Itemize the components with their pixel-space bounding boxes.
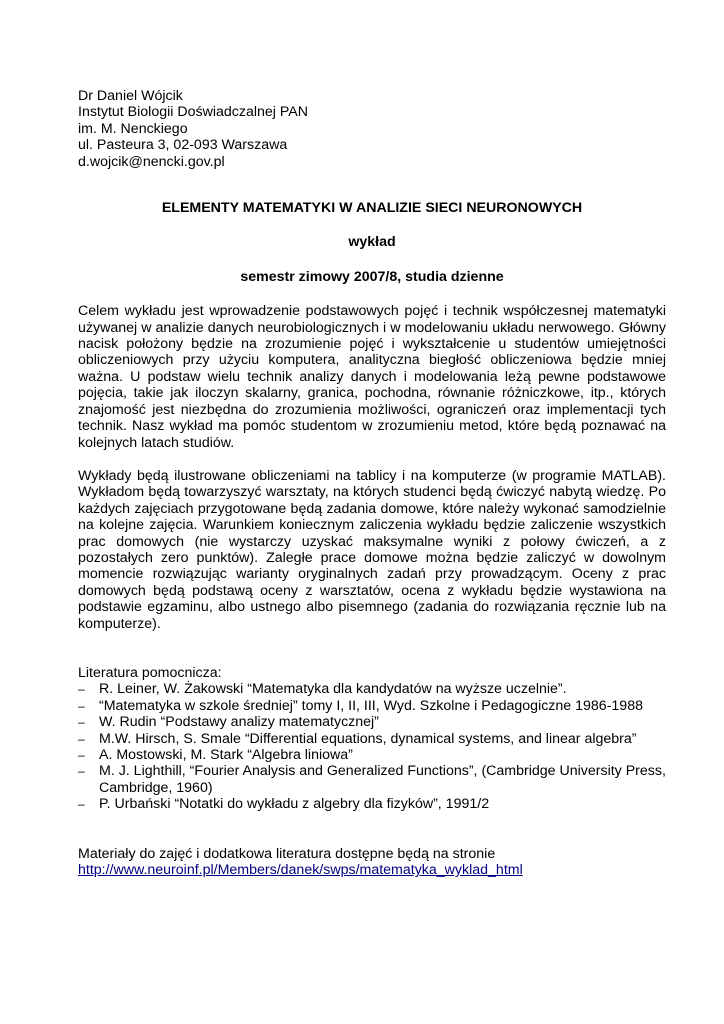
materials-text: Materiały do zajęć i dodatkowa literatura dostępne będą na stronie	[78, 845, 496, 862]
author-institute: Instytut Biologii Doświadczalnej PAN	[78, 104, 308, 121]
literature-item	[78, 796, 666, 812]
literature-item-text: W. Rudin “Podstawy analizy matematycznej”	[99, 714, 379, 731]
dash-bullet-icon: –	[78, 682, 85, 697]
document-page	[78, 88, 666, 878]
materials-block	[78, 846, 666, 879]
literature-item	[78, 714, 666, 730]
dash-bullet-icon: –	[78, 698, 85, 713]
dash-bullet-icon: –	[78, 731, 85, 746]
literature-item	[78, 698, 666, 714]
literature-item-text: M. J. Lighthill, “Fourier Analysis and Generalized Functions”, (Cambridge University Press, Cambridge, 1960)	[99, 763, 666, 796]
literature-list	[78, 681, 666, 812]
dash-bullet-icon: –	[78, 764, 85, 779]
author-address-block	[78, 88, 666, 170]
author-name: Dr Daniel Wójcik	[78, 88, 183, 104]
literature-heading: Literatura pomocnicza:	[78, 664, 222, 681]
literature-item	[78, 763, 666, 796]
author-email: d.wojcik@nencki.gov.pl	[78, 153, 225, 170]
semester-line: semestr zimowy 2007/8, studia dzienne	[240, 268, 504, 285]
dash-bullet-icon: –	[78, 715, 85, 730]
author-street: ul. Pasteura 3, 02-093 Warszawa	[78, 137, 288, 154]
literature-item-text: “Matematyka w szkole średniej” tomy I, II, III, Wyd. Szkolne i Pedagogiczne 1986-1988	[99, 697, 643, 714]
literature-item	[78, 747, 666, 763]
course-goal-paragraph: Celem wykładu jest wprowadzenie podstawowych pojęć i technik współczesnej matematyki używanej w analizie danych neurobiologicznych i w modelowaniu układu nerwowego. Główny nacisk położony będzie na zrozumienie pojęć i wykształcenie u studentów umiejętności obliczeniowych przy użyciu komputera, analityczna biegłość obliczeniowa będzie mniej ważna. U podstaw wielu technik analizy danych i modelowania leżą pewne podstawowe pojęcia, takie jak iloczyn skalarny, granica, pochodna, równanie różniczkowe, itp., których znajomość jest niezbędna do zrozumienia możliwości, ograniczeń oraz implementacji tych technik. Nasz wykład ma pomóc studentom w zrozumieniu metod, które będą poznawać na kolejnych latach studiów.	[78, 303, 666, 451]
dash-bullet-icon: –	[78, 748, 85, 762]
literature-item-text: P. Urbański “Notatki do wykładu z algebry dla fizyków”, 1991/2	[99, 796, 490, 813]
literature-item	[78, 731, 666, 747]
author-institute-patron: im. M. Nenckiego	[78, 120, 188, 137]
course-materials-link[interactable]: http://www.neuroinf.pl/Members/danek/swps/matematyka_wyklad_html	[78, 862, 523, 879]
document-title: ELEMENTY MATEMATYKI W ANALIZIE SIECI NEURONOWYCH	[161, 200, 583, 217]
course-rules-paragraph: Wykłady będą ilustrowane obliczeniami na tablicy i na komputerze (w programie MATLAB). Wykładom będą towarzyszyć warsztaty, na których studenci będą ćwiczyć nabytą wiedzę. Po każdych zajęciach przygotowane będą zadania domowe, które należy wykonać samodzielnie na kolejne zajęcia. Warunkiem koniecznym zaliczenia wykładu będzie zaliczenie wszystkich prac domowych (nie wystarczy uzyskać maksymalne wyniki z połowy ćwiczeń, a z pozostałych zero punktów). Zaległe prace domowe można będzie zaliczyć w dowolnym momencie rozwiązując warianty oryginalnych zadań przy prowadzącym. Oceny z prac domowych będą podstawą oceny z warsztatów, ocena z wykładu będzie wystawiona na podstawie egzaminu, albo ustnego albo pisemnego (zadania do rozwiązania ręcznie lub na komputerze).	[78, 467, 666, 632]
document-subtitle: wykład	[348, 234, 396, 251]
dash-bullet-icon: –	[78, 797, 85, 812]
literature-item-text: A. Mostowski, M. Stark “Algebra liniowa”	[99, 747, 353, 763]
literature-item-text: M.W. Hirsch, S. Smale “Differential equations, dynamical systems, and linear algebra”	[99, 730, 637, 747]
literature-item	[78, 681, 666, 697]
literature-item-text: R. Leiner, W. Żakowski “Matematyka dla kandydatów na wyższe uczelnie”.	[99, 681, 567, 698]
